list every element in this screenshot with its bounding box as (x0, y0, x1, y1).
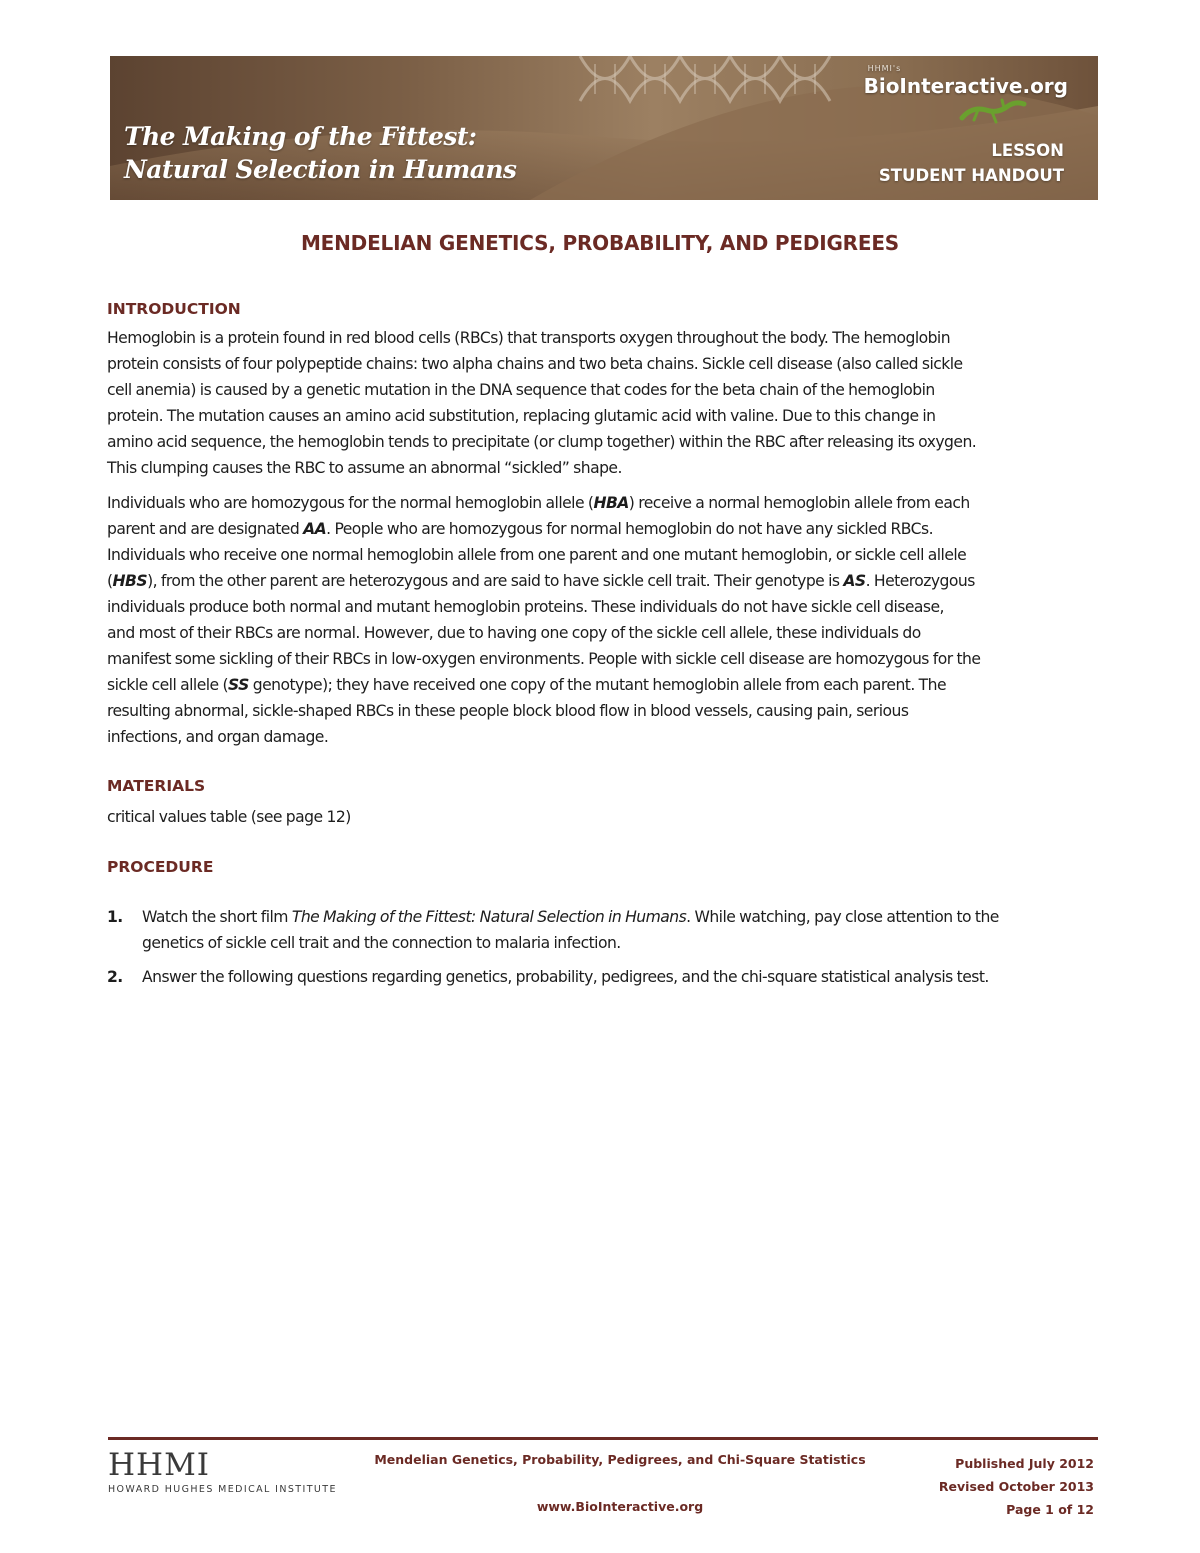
text-line: parent and are designated AA. People who are homozygous for normal hemoglobin do not have any sickled RBCs. (107, 520, 933, 538)
genotype-ss: SS (228, 676, 249, 694)
allele-hbs: HBS (112, 572, 148, 590)
text-line: cell anemia) is caused by a genetic mutation in the DNA sequence that codes for the beta chain of the hemoglobin (107, 381, 935, 399)
materials-heading: MATERIALS (107, 777, 206, 795)
logo-hhmi-text: HHMI's (867, 64, 902, 73)
text-line: infections, and organ damage. (107, 728, 329, 746)
logo-text: BioInteractive.org (863, 74, 1068, 98)
text-line: protein consists of four polypeptide chains: two alpha chains and two beta chains. Sickle cell disease (also called sickle (107, 355, 963, 373)
item-number: 2. (107, 968, 123, 986)
footer-document-name: Mendelian Genetics, Probability, Pedigrees, and Chi-Square Statistics (374, 1452, 866, 1467)
procedure-item-2 (107, 964, 1107, 990)
allele-hba: HBA (593, 494, 629, 512)
banner-title-line2: Natural Selection in Humans (124, 155, 517, 184)
footer-rule (108, 1437, 1098, 1440)
page-number: Page 1 of 12 (1006, 1502, 1094, 1517)
text-line: Individuals who receive one normal hemoglobin allele from one parent and one mutant hemoglobin, or sickle cell allele (107, 546, 967, 564)
text-line: protein. The mutation causes an amino acid substitution, replacing glutamic acid with valine. Due to this change in (107, 407, 936, 425)
handout-label (879, 138, 1064, 188)
biointeractive-logo (863, 64, 1068, 98)
banner-title-line1: The Making of the Fittest: (124, 122, 477, 151)
film-title: The Making of the Fittest: Natural Selection in Humans (291, 908, 687, 926)
hhmi-logo (108, 1448, 337, 1495)
introduction-paragraph-1 (107, 325, 1097, 481)
text-line: (HBS), from the other parent are heterozygous and are said to have sickle cell trait. Their genotype is AS. Heterozygous (107, 572, 975, 590)
text-line: Answer the following questions regarding genetics, probability, pedigrees, and the chi-square statistical analysis test. (142, 968, 989, 986)
item-number: 1. (107, 908, 123, 926)
text-line: manifest some sickling of their RBCs in low-oxygen environments. People with sickle cell disease are homozygous for the (107, 650, 981, 668)
text-line: Hemoglobin is a protein found in red blood cells (RBCs) that transports oxygen throughout the body. The hemoglobin (107, 329, 951, 347)
hhmi-full-name: HOWARD HUGHES MEDICAL INSTITUTE (108, 1484, 337, 1495)
label-student-handout: STUDENT HANDOUT (878, 166, 1064, 185)
introduction-paragraph-2 (107, 490, 1097, 750)
genotype-as: AS (843, 572, 866, 590)
text-line: individuals produce both normal and mutant hemoglobin proteins. These individuals do not have sickle cell disease, (107, 598, 944, 616)
footer-publication-info (939, 1452, 1094, 1521)
text-line: critical values table (see page 12) (107, 808, 351, 826)
procedure-list (107, 904, 1107, 990)
text-line: This clumping causes the RBC to assume an abnormal “sickled” shape. (107, 459, 622, 477)
text-line: Individuals who are homozygous for the normal hemoglobin allele (HBA) receive a normal hemoglobin allele from each (107, 494, 970, 512)
text-line: and most of their RBCs are normal. However, due to having one copy of the sickle cell allele, these individuals do (107, 624, 921, 642)
document-title: MENDELIAN GENETICS, PROBABILITY, AND PEDIGREES (300, 231, 900, 255)
introduction-heading: INTRODUCTION (107, 300, 241, 318)
label-lesson: LESSON (991, 141, 1064, 160)
materials-text (107, 804, 1097, 830)
footer-url[interactable]: www.BioInteractive.org (536, 1499, 704, 1514)
text-line: amino acid sequence, the hemoglobin tends to precipitate (or clump together) within the RBC after releasing its oxygen. (107, 433, 977, 451)
published-date: Published July 2012 (955, 1456, 1094, 1471)
lizard-icon (958, 96, 1028, 126)
text-line: genetics of sickle cell trait and the connection to malaria infection. (142, 934, 621, 952)
banner-title (124, 120, 516, 186)
header-banner (110, 56, 1098, 200)
procedure-item-1 (107, 904, 1107, 956)
procedure-heading: PROCEDURE (107, 858, 214, 876)
text-line: resulting abnormal, sickle-shaped RBCs in these people block blood flow in blood vessels, causing pain, serious (107, 702, 909, 720)
revised-date: Revised October 2013 (938, 1479, 1094, 1494)
text-line: Watch the short film The Making of the Fittest: Natural Selection in Humans. While watching, pay close attention to the (142, 908, 999, 926)
text-line: sickle cell allele (SS genotype); they have received one copy of the mutant hemoglobin allele from each parent. The (107, 676, 947, 694)
hhmi-logo-text: HHMI (108, 1447, 211, 1483)
genotype-aa: AA (303, 520, 327, 538)
